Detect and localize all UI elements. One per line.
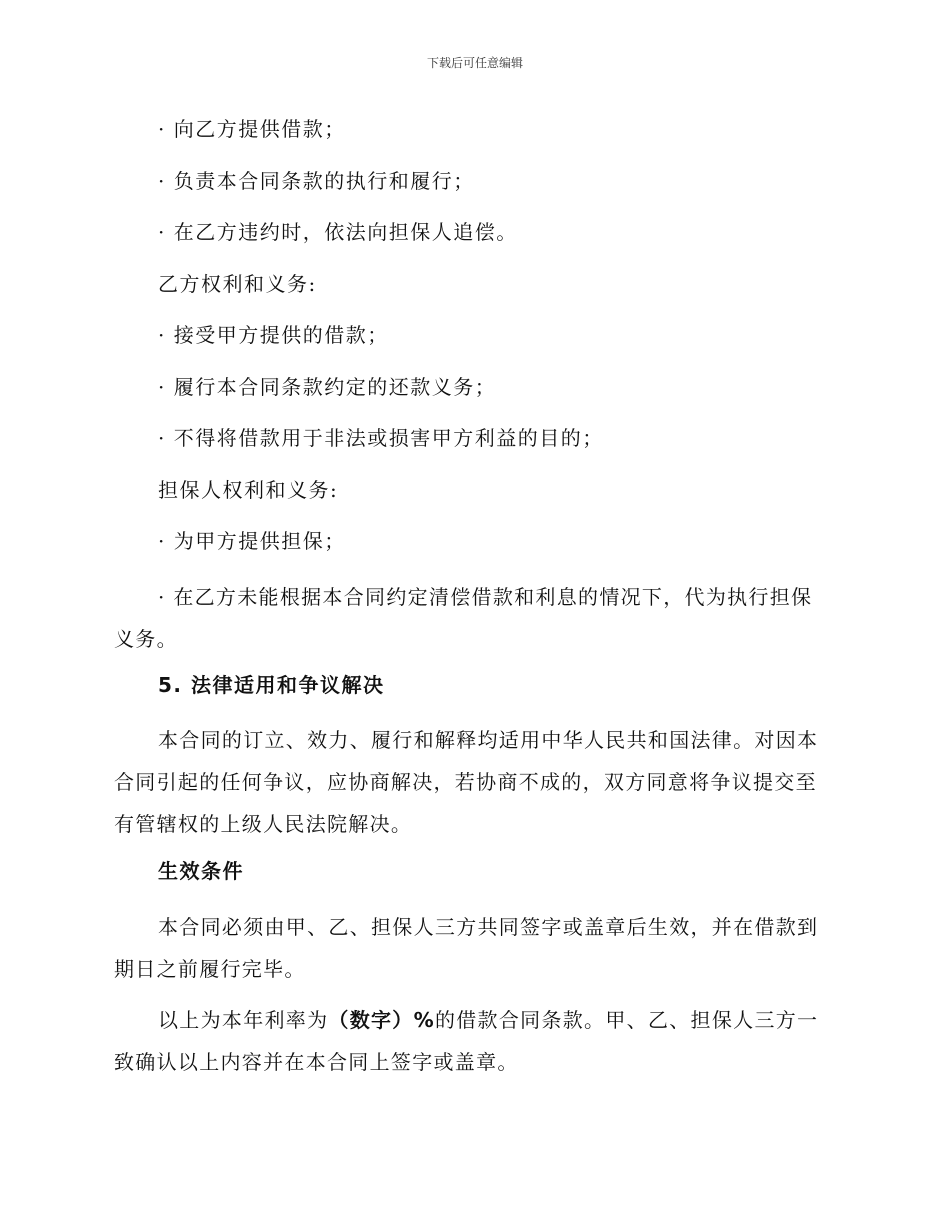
borrower-duty-item: · 履行本合同条款约定的还款义务； bbox=[158, 374, 497, 399]
text-line: 合同引起的任何争议，应协商解决，若协商不成的，双方同意将争议提交至 bbox=[114, 770, 817, 794]
borrower-duty-item: · 不得将借款用于非法或损害甲方利益的目的； bbox=[158, 426, 604, 450]
effective-conditions-paragraph bbox=[114, 906, 830, 990]
text-line: 期日之前履行完毕。 bbox=[114, 956, 306, 981]
borrower-section-title: 乙方权利和义务: bbox=[158, 271, 317, 296]
text-line: 致确认以上内容并在本合同上签字或盖章。 bbox=[114, 1049, 519, 1074]
text-line: 本合同必须由甲、乙、担保人三方共同签字或盖章后生效，并在借款到 bbox=[158, 914, 819, 939]
guarantor-section-title: 担保人权利和义务: bbox=[158, 477, 339, 502]
closing-text-post: 的借款合同条款。甲、乙、担保人三方一 bbox=[434, 1007, 819, 1032]
section-5-paragraph bbox=[114, 719, 830, 845]
page-header: 下载后可任意编辑 bbox=[426, 56, 523, 70]
closing-text-pre: 以上为本年利率为 bbox=[158, 1007, 329, 1032]
text-line: · 在乙方未能根据本合同约定清偿借款和利息的情况下，代为执行担保 bbox=[158, 584, 813, 609]
closing-paragraph bbox=[114, 999, 830, 1083]
guarantor-duty-item: · 为甲方提供担保； bbox=[158, 529, 346, 553]
text-line: 有管辖权的上级人民法院解决。 bbox=[114, 812, 413, 836]
guarantor-duty-item bbox=[114, 576, 830, 660]
text-line: 本合同的订立、效力、履行和解释均适用中华人民共和国法律。对因本 bbox=[158, 728, 819, 752]
document-body bbox=[114, 112, 830, 1092]
text-line bbox=[114, 999, 830, 1041]
lender-duty-item: · 负责本合同条款的执行和履行； bbox=[158, 168, 475, 193]
lender-duty-item: · 向乙方提供借款； bbox=[158, 117, 346, 141]
section-5-title: 5. 法律适用和争议解决 bbox=[158, 672, 385, 697]
interest-rate-placeholder: （数字）% bbox=[328, 1007, 435, 1032]
text-line: 义务。 bbox=[114, 626, 178, 651]
effective-conditions-title: 生效条件 bbox=[158, 859, 244, 883]
borrower-duty-item: · 接受甲方提供的借款； bbox=[158, 323, 389, 347]
lender-duty-item: · 在乙方违约时，依法向担保人追偿。 bbox=[158, 220, 518, 244]
